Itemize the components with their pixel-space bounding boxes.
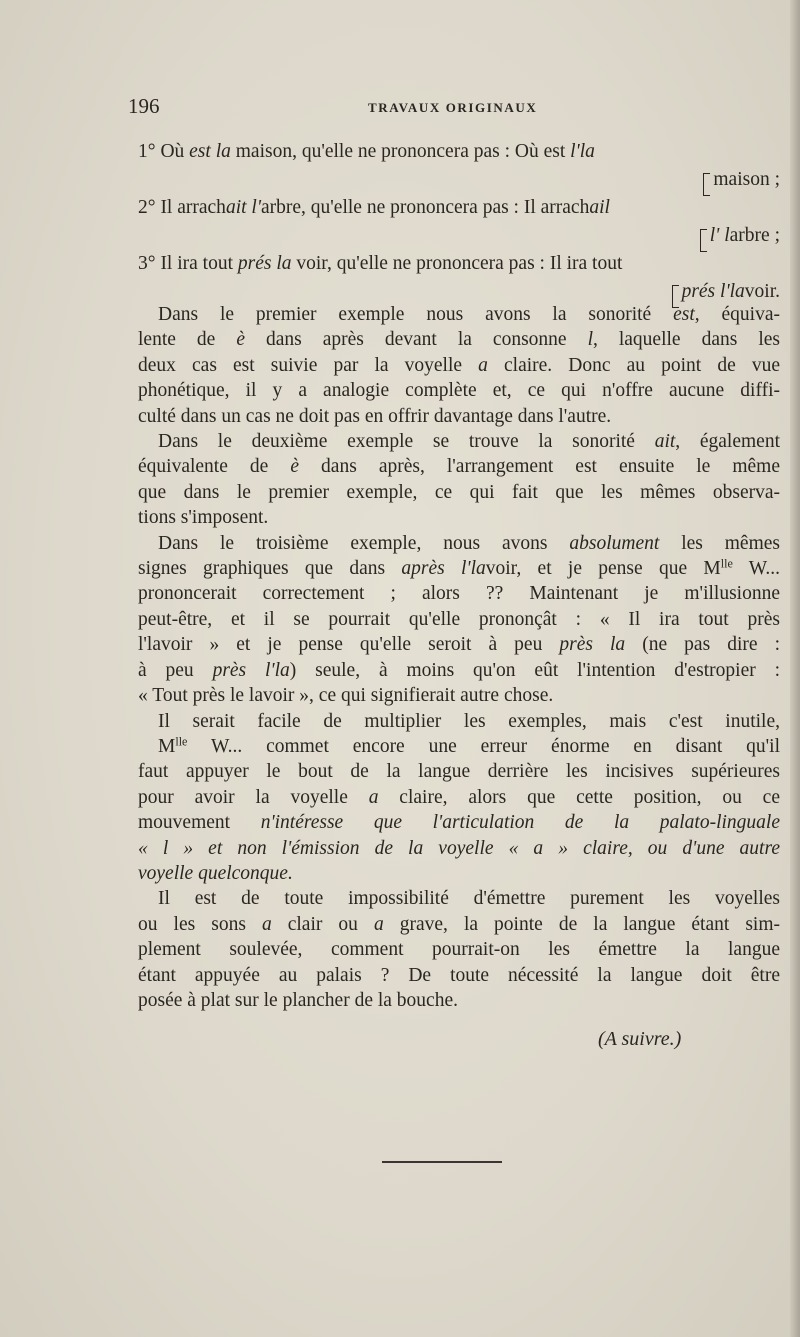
example-2-line-2: l' larbre ; <box>138 222 780 250</box>
paragraph-4-line: mouvement n'intéresse que l'articulation de la palato-linguale <box>138 812 780 834</box>
paragraph-1-line: culté dans un cas ne doit pas en offrir davantage dans l'autre. <box>138 405 612 427</box>
paragraph-5-line: Il est de toute impossibilité d'émettre purement les voyelles <box>158 888 780 910</box>
example-1-line-1: 1° Où est la maison, qu'elle ne prononcera pas : Où est l'la <box>138 141 595 162</box>
paragraph-4-line: « l » et non l'émission de la voyelle « a » claire, ou d'une autre <box>138 837 780 859</box>
paragraph-5-line: étant appuyée au palais ? De toute nécessité la langue doit être <box>138 964 780 986</box>
paragraph-5-line: posée à plat sur le plancher de la bouche. <box>138 989 458 1011</box>
example-1-line-2: maison ; <box>138 166 780 194</box>
paragraph-4-line: $M^{lle}$ W... commet encore une erreur énorme en disant qu'il <box>158 734 780 757</box>
page-edge-shadow <box>790 0 800 1337</box>
example-3-line-2: prés l'lavoir. <box>138 278 780 306</box>
to-be-continued: (A suivre.) <box>598 1028 682 1050</box>
paragraph-2-line: Dans le deuxième exemple se trouve la sonorité ait, également <box>158 431 780 453</box>
bracket-mark <box>700 229 707 252</box>
running-head: TRAVAUX ORIGINAUX <box>368 100 538 115</box>
paragraph-4-line: pour avoir la voyelle a claire, alors que cette position, ou ce <box>138 786 780 808</box>
paragraph-2-line: que dans le premier exemple, ce qui fait que les mêmes observa- <box>138 481 780 503</box>
example-3 <box>138 250 780 306</box>
paragraph-3-line: « Tout près le lavoir », ce qui signifierait autre chose. <box>138 685 554 707</box>
paragraph-5-line: plement soulevée, comment pourrait-on les émettre la langue <box>138 939 780 961</box>
paragraph-5-line: ou les sons a clair ou a grave, la pointe de la langue étant sim- <box>138 913 780 935</box>
paragraph-1-line: deux cas est suivie par la voyelle a claire. Donc au point de vue <box>138 354 780 376</box>
example-2 <box>138 194 780 250</box>
paragraph-3-line: Dans le troisième exemple, nous avons absolument les mêmes <box>158 532 780 554</box>
page-number: 196 <box>128 94 160 118</box>
paragraph-3-line: signes graphiques que dans après l'lavoir, et je pense que $M^{lle}$ W... <box>138 556 781 580</box>
paragraph-1-line: phonétique, il y a analogie complète et, ce qui n'offre aucune diffi- <box>138 380 780 402</box>
example-1 <box>138 138 780 194</box>
paragraph-3-line: prononcerait correctement ; alors ?? Maintenant je m'illusionne <box>138 583 780 605</box>
paragraph-2-line: tions s'imposent. <box>138 507 269 529</box>
paragraph-4-line: Il serait facile de multiplier les exemples, mais c'est inutile, <box>158 710 780 732</box>
paragraph-2-line: équivalente de è dans après, l'arrangement est ensuite le même <box>138 456 781 478</box>
page-header <box>128 94 778 124</box>
paragraph-3-line: à peu près l'la) seule, à moins qu'on eût l'intention d'estropier : <box>138 659 781 681</box>
paragraph-3-line: l'lavoir » et je pense qu'elle seroit à peu près la (ne pas dire : <box>138 634 780 656</box>
paragraph-1-line: Dans le premier exemple nous avons la sonorité est, équiva- <box>158 304 780 325</box>
example-3-line-1: 3° Il ira tout prés la voir, qu'elle ne prononcera pas : Il ira tout <box>138 253 623 274</box>
end-rule <box>382 1161 502 1163</box>
paragraph-3-line: peut-être, et il se pourrait qu'elle prononçât : « Il ira tout près <box>138 608 780 630</box>
example-2-line-1: 2° Il arrachait l'arbre, qu'elle ne prononcera pas : Il arrachail <box>138 197 610 218</box>
body-text <box>138 302 780 1013</box>
paragraph-4-line: voyelle quelconque. <box>138 862 293 884</box>
paragraph-1-line: lente de è dans après devant la consonne l, laquelle dans les <box>138 329 780 351</box>
bracket-mark <box>703 173 710 196</box>
paragraph-4-line: faut appuyer le bout de la langue derrière les incisives supérieures <box>138 761 780 783</box>
